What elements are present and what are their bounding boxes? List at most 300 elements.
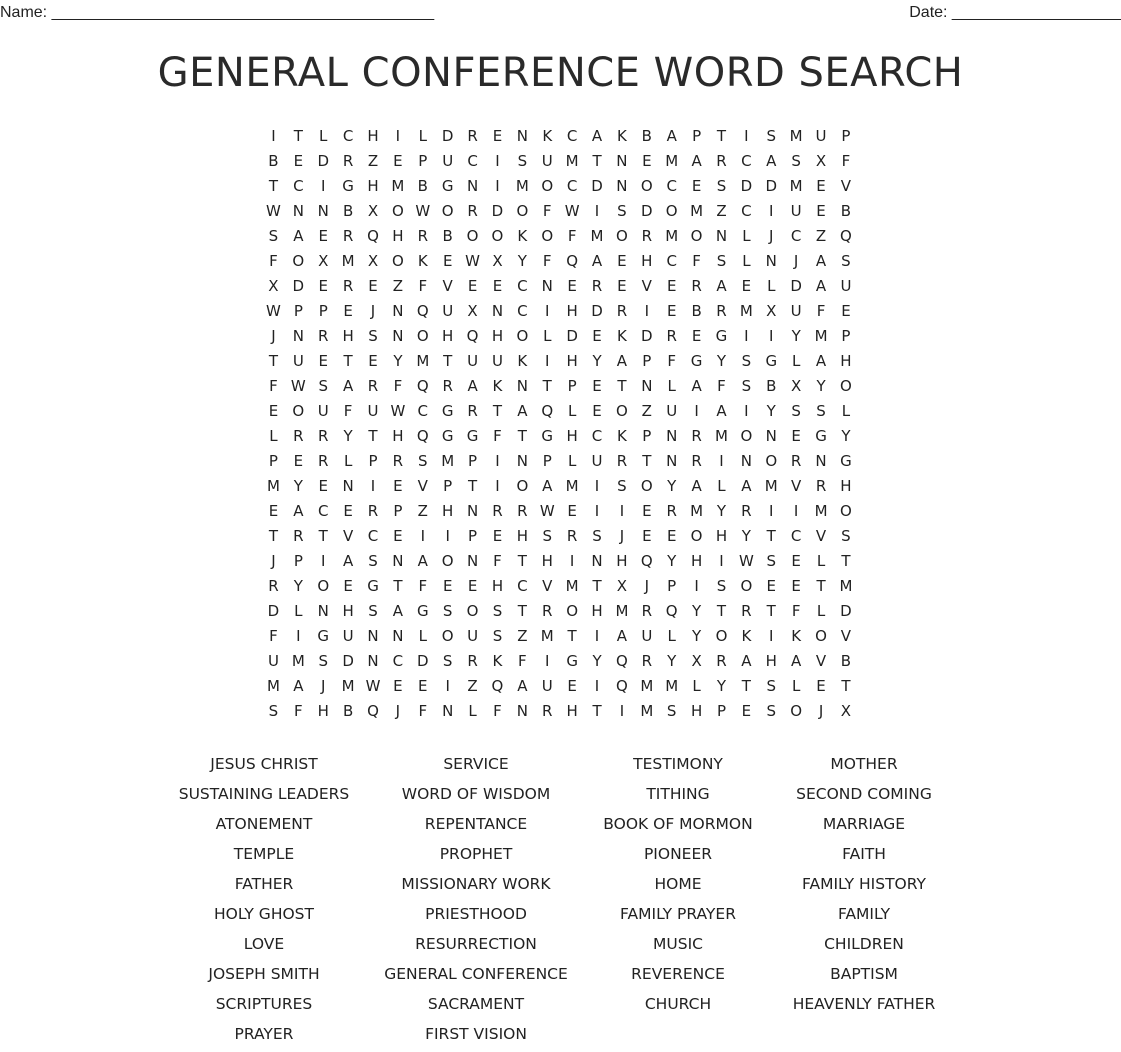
grid-letter: Y xyxy=(667,652,677,670)
grid-letter: S xyxy=(716,177,727,195)
grid-letter: A xyxy=(691,377,702,395)
grid-letter: O xyxy=(416,327,429,345)
grid-row xyxy=(261,349,858,374)
grid-letter: Y xyxy=(293,477,303,495)
grid-letter: E xyxy=(741,277,752,295)
grid-letter: O xyxy=(715,627,728,645)
grid-letter: H xyxy=(491,327,504,345)
grid-letter: K xyxy=(542,127,553,145)
grid-letter: Q xyxy=(367,702,379,720)
grid-letter: E xyxy=(343,302,353,320)
grid-letter: N xyxy=(591,552,603,570)
grid-letter: T xyxy=(318,527,328,545)
grid-letter: S xyxy=(716,252,727,270)
grid-letter: F xyxy=(542,252,552,270)
grid-letter: S xyxy=(368,602,378,620)
word-item: HEAVENLY FATHER xyxy=(792,995,936,1013)
grid-letter: X xyxy=(268,277,279,295)
grid-letter: S xyxy=(268,702,279,720)
grid-letter: E xyxy=(766,577,776,595)
grid-letter: R xyxy=(467,127,478,145)
grid-letter: Z xyxy=(392,277,404,295)
grid-letter: M xyxy=(515,177,529,195)
grid-letter: R xyxy=(790,452,802,470)
grid-letter: I xyxy=(619,502,625,520)
grid-letter: X xyxy=(367,252,379,270)
grid-letter: V xyxy=(815,652,827,670)
grid-letter: I xyxy=(594,477,600,495)
grid-letter: M xyxy=(391,177,405,195)
word-item: PRIESTHOOD xyxy=(425,905,527,923)
grid-letter: Y xyxy=(716,502,727,520)
word-item: MISSIONARY WORK xyxy=(401,875,551,893)
grid-letter: K xyxy=(791,627,802,645)
grid-letter: R xyxy=(591,277,603,295)
grid-letter: L xyxy=(468,702,477,720)
grid-row xyxy=(261,199,858,224)
grid-letter: J xyxy=(769,227,774,245)
grid-letter: I xyxy=(594,677,600,695)
grid-letter: I xyxy=(420,527,425,545)
grid-letter: Y xyxy=(716,352,727,370)
grid-row xyxy=(261,374,858,399)
grid-letter: F xyxy=(542,202,552,220)
grid-letter: Y xyxy=(692,627,702,645)
grid-letter: S xyxy=(542,527,552,545)
grid-letter: E xyxy=(368,277,378,295)
grid-letter: D xyxy=(765,177,778,195)
grid-letter: A xyxy=(616,627,628,645)
grid-letter: P xyxy=(692,127,702,145)
word-item: HOME xyxy=(654,875,702,893)
grid-letter: A xyxy=(467,377,478,395)
word-item: SUSTAINING LEADERS xyxy=(178,785,350,803)
grid-letter: V xyxy=(442,277,453,295)
grid-letter: R xyxy=(691,452,702,470)
grid-letter: T xyxy=(592,152,602,170)
grid-letter: L xyxy=(841,402,851,420)
grid-letter: R xyxy=(616,302,628,320)
grid-letter: L xyxy=(418,127,427,145)
grid-letter: N xyxy=(466,552,479,570)
grid-letter: I xyxy=(594,202,600,220)
grid-letter: W xyxy=(415,202,431,220)
grid-letter: L xyxy=(319,127,328,145)
grid-letter: L xyxy=(667,377,676,395)
word-column xyxy=(754,752,974,1022)
grid-letter: B xyxy=(342,202,354,220)
grid-letter: F xyxy=(518,652,527,670)
grid-letter: H xyxy=(616,552,628,570)
word-item: PROPHET xyxy=(439,845,513,863)
grid-letter: R xyxy=(716,652,727,670)
grid-letter: H xyxy=(442,327,454,345)
grid-letter: G xyxy=(441,177,454,195)
grid-letter: E xyxy=(418,677,428,695)
date-field: Date: ___________________ xyxy=(909,4,1121,21)
grid-letter: N xyxy=(392,302,404,320)
grid-letter: S xyxy=(791,402,801,420)
grid-letter: Q xyxy=(367,227,379,245)
grid-letter: O xyxy=(466,602,479,620)
grid-letter: D xyxy=(317,152,329,170)
grid-letter: O xyxy=(616,402,628,420)
grid-letter: H xyxy=(566,352,578,370)
grid-letter: X xyxy=(616,577,628,595)
grid-letter: I xyxy=(719,452,724,470)
grid-letter: U xyxy=(342,627,354,645)
grid-letter: M xyxy=(814,502,828,520)
grid-letter: R xyxy=(467,652,478,670)
grid-letter: O xyxy=(491,227,504,245)
grid-letter: E xyxy=(592,327,602,345)
grid-letter: T xyxy=(567,627,577,645)
grid-letter: Z xyxy=(467,677,478,695)
grid-letter: I xyxy=(495,452,500,470)
grid-letter: M xyxy=(839,577,853,595)
grid-letter: N xyxy=(641,377,653,395)
grid-letter: A xyxy=(616,352,628,370)
grid-letter: Y xyxy=(791,327,801,345)
grid-letter: P xyxy=(318,302,328,320)
grid-letter: N xyxy=(666,427,678,445)
grid-letter: P xyxy=(841,127,851,145)
grid-letter: T xyxy=(443,352,453,370)
grid-letter: U xyxy=(442,152,454,170)
grid-letter: H xyxy=(566,702,578,720)
grid-letter: U xyxy=(267,652,279,670)
grid-letter: R xyxy=(641,652,653,670)
grid-letter: A xyxy=(342,552,354,570)
grid-letter: F xyxy=(692,252,701,270)
page-title: GENERAL CONFERENCE WORD SEARCH xyxy=(157,50,964,96)
grid-letter: L xyxy=(742,227,751,245)
grid-letter: T xyxy=(716,127,727,145)
grid-letter: E xyxy=(642,502,652,520)
grid-letter: G xyxy=(765,352,778,370)
grid-letter: B xyxy=(417,177,428,195)
grid-letter: M xyxy=(640,677,654,695)
grid-letter: R xyxy=(741,502,752,520)
grid-row xyxy=(261,274,858,299)
grid-letter: O xyxy=(516,327,529,345)
grid-letter: C xyxy=(666,252,677,270)
grid-letter: N xyxy=(715,227,728,245)
grid-letter: N xyxy=(367,627,379,645)
grid-letter: A xyxy=(716,402,727,420)
grid-letter: R xyxy=(542,602,553,620)
grid-letter: T xyxy=(592,577,602,595)
grid-letter: T xyxy=(816,577,826,595)
grid-row xyxy=(261,549,858,574)
grid-letter: Q xyxy=(491,677,504,695)
grid-letter: R xyxy=(641,227,653,245)
grid-letter: N xyxy=(317,202,329,220)
grid-letter: I xyxy=(594,502,600,520)
grid-letter: I xyxy=(644,302,650,320)
grid-letter: P xyxy=(368,452,378,470)
grid-letter: N xyxy=(466,177,479,195)
grid-letter: J xyxy=(818,702,824,720)
grid-letter: W xyxy=(465,252,480,270)
grid-letter: I xyxy=(296,627,301,645)
grid-letter: E xyxy=(442,252,453,270)
grid-letter: F xyxy=(418,277,428,295)
grid-letter: M xyxy=(565,152,579,170)
grid-letter: Y xyxy=(592,352,602,370)
grid-letter: T xyxy=(592,702,602,720)
grid-letter: P xyxy=(716,702,726,720)
grid-letter: C xyxy=(417,402,429,420)
grid-letter: E xyxy=(393,152,403,170)
grid-letter: F xyxy=(567,227,577,245)
grid-letter: I xyxy=(321,552,326,570)
grid-letter: G xyxy=(690,352,703,370)
grid-letter: T xyxy=(642,452,652,470)
grid-letter: F xyxy=(418,702,428,720)
grid-row xyxy=(261,399,858,424)
grid-letter: I xyxy=(545,652,550,670)
grid-letter: U xyxy=(442,302,454,320)
word-item: REPENTANCE xyxy=(424,815,528,833)
grid-letter: M xyxy=(441,452,455,470)
grid-letter: Y xyxy=(667,477,677,495)
grid-letter: A xyxy=(293,227,304,245)
grid-letter: A xyxy=(392,602,404,620)
word-item: PIONEER xyxy=(643,845,713,863)
grid-letter: S xyxy=(418,452,428,470)
grid-letter: L xyxy=(543,327,552,345)
grid-letter: A xyxy=(293,677,304,695)
grid-letter: S xyxy=(492,602,503,620)
grid-letter: P xyxy=(293,302,303,320)
grid-letter: N xyxy=(765,252,777,270)
grid-letter: L xyxy=(567,402,577,420)
grid-letter: Y xyxy=(343,427,353,445)
grid-letter: L xyxy=(667,627,676,645)
grid-letter: L xyxy=(742,252,751,270)
grid-row xyxy=(261,124,858,149)
word-item: MOTHER xyxy=(830,755,898,773)
grid-letter: F xyxy=(717,377,726,395)
grid-letter: I xyxy=(495,152,500,170)
word-item: TESTIMONY xyxy=(633,755,723,773)
grid-letter: H xyxy=(641,252,653,270)
grid-letter: I xyxy=(694,402,699,420)
grid-letter: E xyxy=(343,502,353,520)
grid-letter: L xyxy=(269,427,278,445)
grid-letter: S xyxy=(318,377,328,395)
grid-letter: D xyxy=(740,177,753,195)
grid-letter: O xyxy=(740,577,753,595)
grid-letter: O xyxy=(616,227,628,245)
grid-letter: H xyxy=(317,702,329,720)
grid-letter: O xyxy=(665,202,678,220)
grid-letter: R xyxy=(268,577,279,595)
grid-letter: E xyxy=(268,402,279,420)
grid-letter: H xyxy=(840,352,852,370)
grid-letter: U xyxy=(666,402,678,420)
grid-letter: T xyxy=(343,352,353,370)
grid-letter: G xyxy=(317,627,330,645)
grid-letter: S xyxy=(442,652,453,670)
grid-letter: F xyxy=(841,152,851,170)
grid-row xyxy=(261,524,858,549)
grid-letter: A xyxy=(815,252,827,270)
word-list xyxy=(0,752,1121,1052)
grid-letter: B xyxy=(268,152,279,170)
grid-letter: L xyxy=(567,452,577,470)
grid-letter: I xyxy=(619,702,625,720)
grid-letter: W xyxy=(738,552,754,570)
grid-letter: L xyxy=(767,277,776,295)
grid-letter: I xyxy=(445,527,450,545)
grid-letter: T xyxy=(716,602,727,620)
word-item: CHILDREN xyxy=(824,935,904,953)
grid-letter: F xyxy=(493,702,502,720)
grid-letter: N xyxy=(516,127,528,145)
grid-letter: I xyxy=(694,577,699,595)
grid-letter: A xyxy=(741,477,752,495)
grid-letter: F xyxy=(791,602,801,620)
word-item: WORD OF WISDOM xyxy=(401,785,551,803)
grid-letter: M xyxy=(715,427,728,445)
grid-letter: V xyxy=(342,527,354,545)
word-item: FAMILY HISTORY xyxy=(802,875,926,893)
grid-letter: Z xyxy=(517,627,528,645)
grid-letter: M xyxy=(341,252,355,270)
grid-letter: U xyxy=(790,202,802,220)
grid-letter: K xyxy=(616,427,627,445)
grid-letter: S xyxy=(592,527,602,545)
grid-letter: R xyxy=(293,427,304,445)
grid-letter: Y xyxy=(692,602,702,620)
grid-letter: S xyxy=(318,652,328,670)
grid-letter: N xyxy=(666,452,678,470)
grid-letter: S xyxy=(442,602,453,620)
grid-letter: V xyxy=(815,527,827,545)
grid-letter: E xyxy=(617,277,627,295)
grid-letter: M xyxy=(665,227,679,245)
name-field: Name: ___________________________________________ xyxy=(0,4,435,21)
grid-letter: B xyxy=(342,702,354,720)
grid-letter: P xyxy=(418,152,428,170)
grid-letter: R xyxy=(716,302,727,320)
grid-letter: I xyxy=(769,327,774,345)
grid-letter: E xyxy=(567,502,577,520)
grid-letter: R xyxy=(467,202,478,220)
grid-letter: I xyxy=(719,552,724,570)
grid-letter: R xyxy=(691,277,702,295)
grid-row xyxy=(261,449,858,474)
grid-letter: U xyxy=(641,627,653,645)
word-item: FAMILY xyxy=(837,905,891,923)
grid-letter: R xyxy=(342,152,354,170)
grid-letter: I xyxy=(744,402,749,420)
grid-letter: E xyxy=(666,277,677,295)
grid-letter: M xyxy=(615,602,629,620)
grid-letter: H xyxy=(840,477,852,495)
grid-letter: V xyxy=(791,477,802,495)
grid-letter: C xyxy=(293,177,304,195)
grid-letter: O xyxy=(840,377,852,395)
grid-letter: S xyxy=(666,702,677,720)
grid-letter: M xyxy=(764,477,778,495)
grid-letter: D xyxy=(566,327,578,345)
grid-letter: N xyxy=(367,652,379,670)
grid-letter: K xyxy=(517,352,528,370)
grid-letter: I xyxy=(545,302,550,320)
grid-letter: A xyxy=(417,552,428,570)
grid-letter: S xyxy=(268,227,279,245)
grid-letter: F xyxy=(269,627,278,645)
grid-letter: U xyxy=(815,127,827,145)
grid-letter: Q xyxy=(616,677,628,695)
grid-letter: A xyxy=(691,477,702,495)
grid-letter: O xyxy=(690,227,703,245)
grid-row xyxy=(261,424,858,449)
grid-letter: B xyxy=(442,227,453,245)
grid-letter: M xyxy=(565,577,579,595)
grid-letter: P xyxy=(642,427,652,445)
grid-letter: M xyxy=(690,502,704,520)
grid-letter: H xyxy=(566,427,578,445)
grid-letter: N xyxy=(342,477,354,495)
grid-letter: O xyxy=(640,477,653,495)
grid-letter: A xyxy=(766,152,777,170)
grid-letter: E xyxy=(492,527,503,545)
grid-letter: P xyxy=(542,452,552,470)
grid-letter: F xyxy=(294,702,303,720)
grid-letter: O xyxy=(391,202,404,220)
grid-letter: A xyxy=(791,652,802,670)
grid-letter: L xyxy=(717,477,726,495)
grid-letter: O xyxy=(690,527,703,545)
word-item: PRAYER xyxy=(234,1025,294,1043)
word-item: FAITH xyxy=(842,845,886,863)
grid-letter: Z xyxy=(641,402,652,420)
grid-letter: W xyxy=(266,302,281,320)
word-item: JESUS CHRIST xyxy=(210,755,318,773)
grid-letter: C xyxy=(566,127,578,145)
grid-letter: Y xyxy=(766,402,776,420)
grid-letter: C xyxy=(517,302,528,320)
grid-letter: W xyxy=(564,202,580,220)
grid-letter: W xyxy=(390,402,406,420)
grid-letter: L xyxy=(343,452,353,470)
grid-letter: K xyxy=(616,327,627,345)
grid-letter: E xyxy=(816,202,826,220)
grid-letter: K xyxy=(492,652,503,670)
grid-letter: E xyxy=(393,477,403,495)
grid-letter: Y xyxy=(741,527,751,545)
word-item: MUSIC xyxy=(653,935,703,953)
grid-letter: O xyxy=(441,202,454,220)
grid-letter: T xyxy=(393,577,403,595)
grid-letter: X xyxy=(815,152,827,170)
grid-letter: H xyxy=(392,427,404,445)
grid-letter: E xyxy=(467,277,478,295)
grid-letter: S xyxy=(368,327,378,345)
grid-letter: F xyxy=(393,377,403,395)
grid-letter: A xyxy=(815,277,827,295)
grid-letter: Q xyxy=(640,552,653,570)
grid-letter: Y xyxy=(517,252,527,270)
grid-letter: M xyxy=(814,327,828,345)
grid-letter: R xyxy=(691,427,702,445)
grid-letter: I xyxy=(769,202,774,220)
grid-letter: S xyxy=(492,627,503,645)
